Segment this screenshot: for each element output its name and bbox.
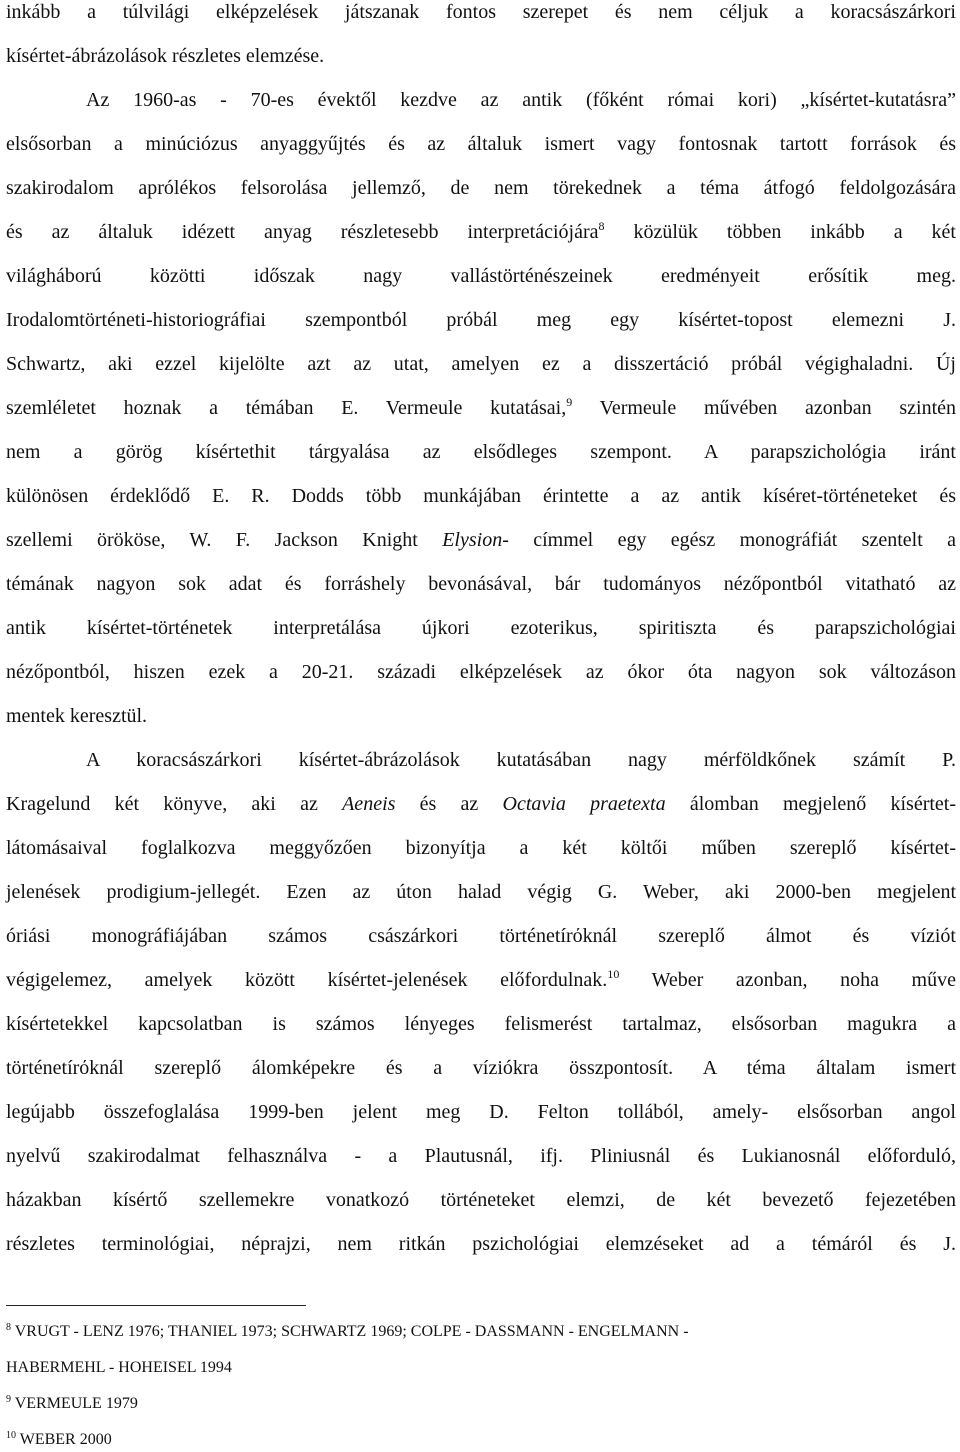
text-line: különösen érdeklődő E. R. Dodds több munkájában érintette a az antik kíséret-történeteket és [6,485,956,507]
italic-title: Aeneis [342,793,396,815]
footnote-text: VRUGT - LENZ 1976; THANIEL 1973; SCHWARTZ 1969; COLPE - DASSMANN - ENGELMANN - [14,1323,689,1340]
text-line: nem a görög kísértethit tárgyalása az elsődleges szempont. A parapszichológia iránt [6,441,956,463]
text-line: Irodalomtörténeti-historiográfiai szempontból próbál meg egy kísértet-topost elemezni J. [6,309,956,331]
text-line: legújabb összefoglalása 1999-ben jelent meg D. Felton tollából, amely- elsősorban angol [6,1101,956,1123]
text-line: antik kísértet-történetek interpretálása újkori ezoterikus, spiritiszta és parapszichológiai [6,617,956,639]
footnote-text: VERMEULE 1979 [14,1395,138,1412]
text-line: témának nagyon sok adat és forráshely bevonásával, bár tudományos nézőpontból vitatható az [6,573,956,595]
footnote-number: 10 [6,1430,16,1441]
text-line: Az 1960-as - 70-es évektől kezdve az antik (főként római kori) „kísértet-kutatásra” [86,89,956,111]
footnote-ref: 10 [607,967,620,981]
footnote-number: 9 [6,1394,11,1405]
text-span: Kragelund két könyve, aki az [6,793,318,815]
text-line: nyelvű szakirodalmat felhasználva - a Plautusnál, ifj. Pliniusnál és Lukianosnál előforduló, [6,1145,956,1167]
italic-title: Elysion [442,529,503,551]
text-span: szellemi örököse, W. F. Jackson Knight [6,529,418,551]
text-line [6,220,956,244]
text-span: végigelemez, amelyek között kísértet-jelenések előfordulnak. [6,969,608,991]
text-line: A koracsászárkori kísértet-ábrázolások kutatásában nagy mérföldkőnek számít P. [86,749,956,771]
footnote-ref: 8 [598,219,605,233]
text-span: szemléletet hoznak a témában E. Vermeule kutatásai, [6,397,567,419]
text-span: Vermeule művében azonban szintén [599,397,956,419]
text-span: Weber azonban, noha műve [651,969,956,991]
text-line [6,968,956,992]
footnote-8-continued: HABERMEHL - HOHEISEL 1994 [6,1359,232,1376]
text-line: elsősorban a minúciózus anyaggyűjtés és az általuk ismert vagy fontosnak tartott források és [6,133,956,155]
italic-title: Octavia praetexta [502,793,666,815]
footnote-ref: 9 [566,395,573,409]
text-span: és az [419,793,479,815]
text-line: inkább a túlvilági elképzelések játszanak fontos szerepet és nem céljuk a koracsászárkori [6,1,956,23]
text-line: kísértet-ábrázolások részletes elemzése. [6,45,325,67]
text-line: jelenések prodigium-jellegét. Ezen az úton halad végig G. Weber, aki 2000-ben megjelent [6,881,956,903]
footnote-separator [6,1305,306,1306]
footnote-9 [6,1394,138,1414]
text-line [6,528,956,552]
text-line: mentek keresztül. [6,705,148,727]
text-span: álomban megjelenő kísértet- [689,793,957,815]
text-line [6,396,956,420]
text-line: kísértetekkel kapcsolatban is számos lényeges felismerést tartalmaz, elsősorban magukra a [6,1013,956,1035]
text-line: nézőpontból, hiszen ezek a 20-21. századi elképzelések az ókor óta nagyon sok változáson [6,661,956,683]
text-line: látomásaival foglalkozva meggyőzően bizonyítja a két költői műben szereplő kísértet- [6,837,956,859]
footnote-number: 8 [6,1322,11,1333]
text-line: Schwartz, aki ezzel kijelölte azt az utat, amelyen ez a disszertáció próbál végighaladni. Új [6,353,956,375]
text-span: - címmel egy egész monográfiát szentelt a [502,529,956,551]
text-line: szakirodalom aprólékos felsorolása jellemző, de nem törekednek a téma átfogó feldolgozására [6,177,956,199]
text-line: házakban kísértő szellemekre vonatkozó történeteket elemzi, de két bevezető fejezetében [6,1189,956,1211]
text-line: történetírόknál szereplő álomképekre és a víziókra összpontosít. A téma általam ismert [6,1057,956,1079]
text-line: világháború közötti időszak nagy vallástörténészeinek eredményeit erősítik meg. [6,265,956,287]
text-line: óriási monográfiájában számos császárkori történetírόknál szereplő álmot és víziót [6,925,956,947]
text-line [6,792,956,816]
footnote-10 [6,1430,112,1450]
text-span: és az általuk idézett anyag részletesebb interpretációjára [6,221,599,243]
footnote-text: WEBER 2000 [19,1431,112,1448]
text-span: közülük többen inkább a két [633,221,956,243]
text-line: részletes terminológiai, néprajzi, nem ritkán pszichológiai elemzéseket ad a témáról és J. [6,1233,956,1255]
footnote-8 [6,1322,689,1342]
